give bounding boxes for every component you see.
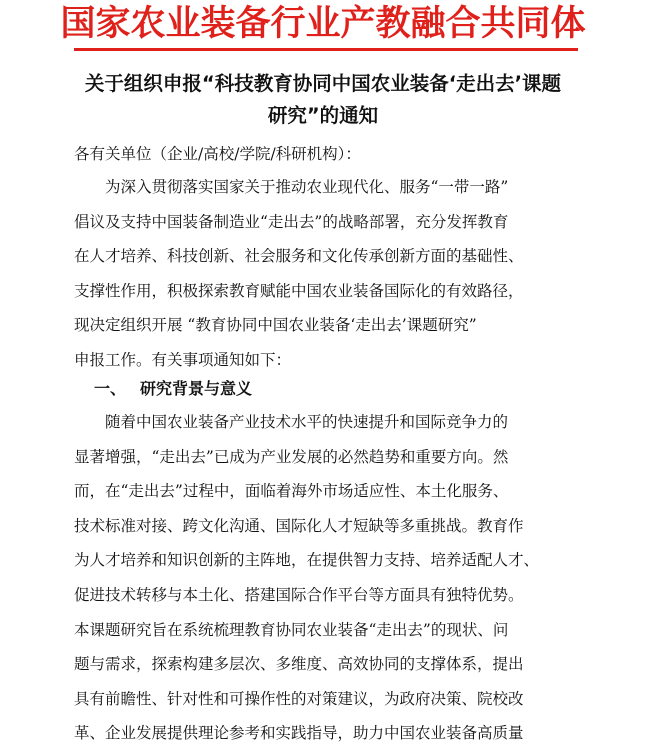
paragraph-line: 申报工作。有关事项通知如下： xyxy=(74,350,292,369)
paragraph-line: 本课题研究旨在系统梳理教育协同农业装备“走出去”的现状、问 xyxy=(74,620,509,639)
organization-header: 国家农业装备行业产教融合共同体 xyxy=(60,3,586,44)
section-title: 研究背景与意义 xyxy=(140,379,253,398)
header-divider xyxy=(74,48,578,51)
paragraph-line: 为人才培养和知识创新的主阵地，在提供智力支持、培养适配人才、 xyxy=(74,551,540,570)
paragraph-line: 倡议及支持中国装备制造业“走出去”的战略部署，充分发挥教育 xyxy=(74,212,509,231)
paragraph-line: 而，在“走出去”过程中，面临着海外市场适应性、本土化服务、 xyxy=(74,482,509,501)
paragraph-line: 题与需求，探索构建多层次、多维度、高效协同的支撑体系，提出 xyxy=(74,655,524,674)
paragraph-line: 促进技术转移与本土化、搭建国际合作平台等方面具有独特优势。 xyxy=(74,585,524,604)
notice-title-line-1: 关于组织申报“科技教育协同中国农业装备‘走出去’课题 xyxy=(84,72,562,95)
notice-title-line-2: 研究”的通知 xyxy=(267,104,379,127)
paragraph-line: 在人才培养、科技创新、社会服务和文化传承创新方面的基础性、 xyxy=(74,247,524,266)
section-number: 一、 xyxy=(94,379,127,398)
paragraph-line: 为深入贯彻落实国家关于推动农业现代化、服务“一带一路” xyxy=(105,178,509,196)
paragraph-line: 革、企业发展提供理论参考和实践指导，助力中国农业装备高质量 xyxy=(74,724,524,743)
paragraph-line: 支撑性作用，积极探索教育赋能中国农业装备国际化的有效路径， xyxy=(74,281,524,300)
paragraph-line: 具有前瞻性、针对性和可操作性的对策建议，为政府决策、院校改 xyxy=(74,689,524,708)
section-heading xyxy=(94,377,252,401)
paragraph-line: 现决定组织开展 “教育协同中国农业装备‘走出去’课题研究” xyxy=(74,316,477,335)
paragraph-line: 随着中国农业装备产业技术水平的快速提升和国际竞争力的 xyxy=(105,413,509,431)
notice-title xyxy=(40,68,606,132)
paragraph-line: 技术标准对接、跨文化沟通、国际化人才短缺等多重挑战。教育作 xyxy=(74,516,524,535)
section-1-paragraph xyxy=(74,405,578,751)
salutation: 各有关单位（企业/高校/学院/科研机构）： xyxy=(74,145,361,163)
paragraph-line: 显著增强，“走出去”已成为产业发展的必然趋势和重要方向。然 xyxy=(74,447,509,466)
intro-paragraph xyxy=(74,170,578,378)
